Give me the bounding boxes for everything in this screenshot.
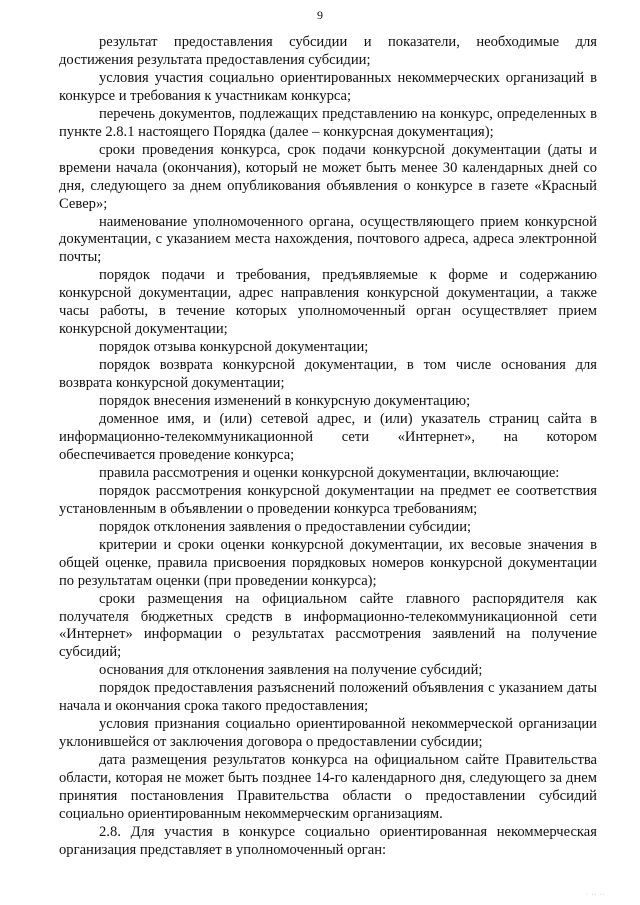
paragraph: порядок внесения изменений в конкурсную документацию;: [99, 393, 471, 410]
paragraph: сроки проведения конкурса, срок подачи конкурсной документации (даты и времени начала (окончания), который не может быть менее 30 календарных дней со дня, следующего за днем опубликования объявления о конкурсе в газете «Красный Север»;: [59, 141, 597, 212]
document-body: [59, 34, 597, 860]
paragraph: условия признания социально ориентированной некоммерческой организации уклонившейся от заключения договора о предоставлении субсидии;: [59, 716, 597, 751]
paragraph: порядок подачи и требования, предъявляемые к форме и содержанию конкурсной документации, адрес направления конкурсной документации, а также часы работы, в течение которых уполномоченный орган осуществляет прием конкурсной документации;: [59, 267, 597, 338]
paragraph: дата размещения результатов конкурса на официальном сайте Правительства области, которая не может быть позднее 14-го календарного дня, следующего за днем принятия постановления Правительства области о предоставлении субсидий социально ориентированным некоммерческим организациям.: [59, 752, 597, 822]
paragraph: условия участия социально ориентированных некоммерческих организаций в конкурсе и требования к участникам конкурса;: [59, 69, 597, 104]
paragraph: 2.8. Для участия в конкурсе социально ориентированная некоммерческая организация представляет в уполномоченный орган:: [59, 823, 597, 858]
paragraph: доменное имя, и (или) сетевой адрес, и (или) указатель страниц сайта в информационно-телекоммуникационной сети «Интернет», на котором обеспечивается проведение конкурса;: [59, 411, 597, 463]
paragraph: критерии и сроки оценки конкурсной документации, их весовые значения в общей оценке, правила присвоения порядковых номеров конкурсной документации по результатам оценки (при проведении конкурса);: [59, 536, 597, 589]
page-number: 9: [317, 8, 323, 22]
paragraph: перечень документов, подлежащих представлению на конкурс, определенных в пункте 2.8.1 настоящего Порядка (далее – конкурсная документация);: [59, 105, 597, 140]
footer-mark: · ·· ··: [586, 892, 606, 898]
paragraph: сроки размещения на официальном сайте главного распорядителя как получателя бюджетных средств в информационно-телекоммуникационной сети «Интернет» информации о результатах рассмотрения заявлений на получение субсидий;: [59, 590, 597, 661]
paragraph: порядок рассмотрения конкурсной документации на предмет ее соответствия установленным в объявлении о проведении конкурса требованиям;: [59, 482, 597, 517]
paragraph: порядок возврата конкурсной документации, в том числе основания для возврата конкурсной документации;: [59, 357, 597, 392]
paragraph: порядок отклонения заявления о предоставлении субсидии;: [99, 518, 472, 535]
paragraph: результат предоставления субсидии и показатели, необходимые для достижения результата предоставления субсидии;: [59, 34, 597, 68]
paragraph: правила рассмотрения и оценки конкурсной документации, включающие:: [99, 464, 560, 481]
paragraph: порядок предоставления разъяснений положений объявления с указанием даты начала и окончания срока такого предоставления;: [59, 680, 597, 715]
paragraph: основания для отклонения заявления на получение субсидий;: [99, 662, 483, 679]
paragraph: наименование уполномоченного органа, осуществляющего прием конкурсной документации, с указанием места нахождения, почтового адреса, адреса электронной почты;: [59, 213, 597, 266]
paragraph: порядок отзыва конкурсной документации;: [99, 339, 369, 356]
